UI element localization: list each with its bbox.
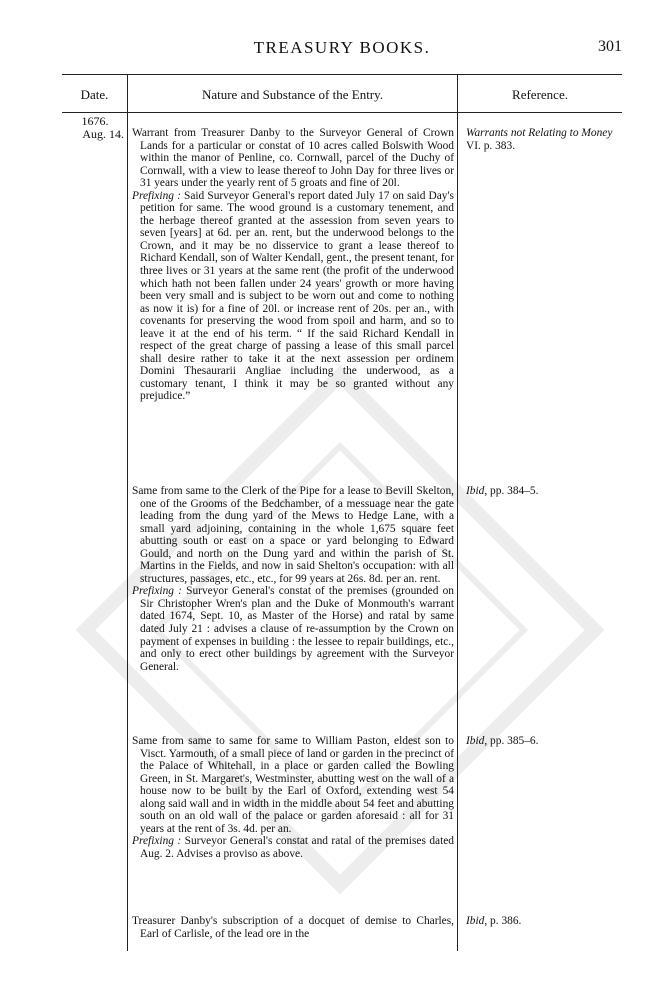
column-rule: [457, 75, 458, 951]
table-header-row: [62, 75, 622, 113]
entry-1-reference: [466, 127, 616, 152]
column-header-reference: Reference.: [512, 87, 568, 102]
entry-3: [132, 735, 454, 860]
entry-4-reference: [466, 915, 616, 928]
prefix-text: Surveyor General's constat of the premises (grounded on Sir Christopher Wren's plan and the Duke of Monmouth's warrant dated 1674, Sept. 10, as Master of the Horse) and ratal by same dated July 21 : advises a clause of re-assumption by the Crown on payment of expenses in building : the lessee to repair buildings, etc., and only to erect other buildings by agreement with the Surveyor General.: [140, 585, 454, 673]
reference-italic: Ibid: [466, 735, 485, 747]
page-number: 301: [598, 38, 622, 55]
entry-main-text: Warrant from Treasurer Danby to the Surveyor General of Crown Lands for a particular or constat of 10 acres called Bolswith Wood within the manor of Penline, co. Cornwall, parcel of the Duchy of Cornwall, with a view to lease thereof to John Day for three lives or 31 years under the yearly rent of 5 groats and fine of 20l.: [132, 127, 454, 190]
reference-italic: Ibid: [466, 485, 485, 497]
entry-main-text: Same from same to the Clerk of the Pipe for a lease to Bevill Skelton, one of the Grooms of the Bedchamber, of a messuage near the gate leading from the dung yard of the Mews to Hedge Lane, with a small yard adjoining, containing in the whole 1,675 square feet abutting south or east on a space or yard belonging to Edward Gould, and north on the Dung yard and within the parish of St. Martins in the Fields, and now in said Shelton's occupation: with all structures, passages, etc., etc., for 99 years at 26s. 8d. per an. rent.: [132, 485, 454, 585]
entry-2: [132, 485, 454, 673]
entry-2-reference: [466, 485, 616, 498]
reference-italic: Warrants not Relating to Money: [466, 127, 613, 139]
entries-table: [62, 74, 622, 951]
entry-main-text: Same from same to same for same to William Paston, eldest son to Visct. Yarmouth, of a small piece of land or garden in the precinct of the Palace of Whitehall, in a place or garden called the Bowling Green, in St. Margaret's, Westminster, abutting west on the wall of a house now to be built by the Earl of Oxford, extending west 54 along said wall and in width in the middle about 54 feet and abutting south on an old wall of the palace or garden aforesaid : all for 31 years at the rent of 3s. 4d. per an.: [132, 735, 454, 835]
page-header: [62, 38, 622, 60]
date-day: Aug. 14.: [82, 126, 124, 141]
reference-rest: VI. p. 383.: [466, 139, 516, 152]
entry-1: [132, 127, 454, 403]
column-rule: [127, 75, 128, 951]
prefix-label: Prefixing :: [132, 835, 182, 848]
column-header-date: Date.: [80, 87, 109, 102]
prefix-label: Prefixing :: [132, 189, 181, 202]
reference-rest: , pp. 384–5.: [484, 485, 539, 497]
reference-rest: , p. 386.: [484, 915, 522, 927]
prefix-text: Surveyor General's constat and ratal of the premises dated Aug. 2. Advises a proviso as above.: [140, 835, 454, 860]
entry-4: [132, 915, 454, 940]
reference-rest: , pp. 385–6.: [484, 735, 539, 747]
prefix-label: Prefixing :: [132, 585, 182, 598]
reference-italic: Ibid: [466, 915, 485, 927]
entry-main-text: Treasurer Danby's subscription of a docquet of demise to Charles, Earl of Carlisle, of the lead ore in the: [132, 915, 454, 940]
date-year: 1676.: [81, 114, 109, 128]
running-title: TREASURY BOOKS.: [253, 38, 431, 57]
entry-3-reference: [466, 735, 616, 748]
prefix-text: Said Surveyor General's report dated July 17 on said Day's petition for same. The wood ground is a customary tenement, and the herbage thereof granted at the assession from seven years to seven [years] at 6d. per an. rent, but the underwood belongs to the Crown, and it may be no disservice to grant a lease thereof to Richard Kendall, son of Walter Kendall, gent., the present tenant, for three lives or 31 years at the same rent (the profit of the underwood which hath not been fallen under 24 years' growth or more having been very small and is subject to be worn out and come to nothing as now it is) for a fine of 20l. or increase rent of 20s. per an., with covenants for preserving the wood from spoil and harm, and so to leave it at the end of his term. “ If the said Richard Kendall in respect of the great charge of passing a lease of this small parcel shall desire rather to take it at the next assession per ordinem Domini Thesaurarii Angliae including the underwood, as a customary tenant, I think it may be so granted without any prejudice.”: [140, 189, 454, 403]
entry-date: [66, 115, 124, 140]
column-header-nature: Nature and Substance of the Entry.: [201, 87, 384, 102]
